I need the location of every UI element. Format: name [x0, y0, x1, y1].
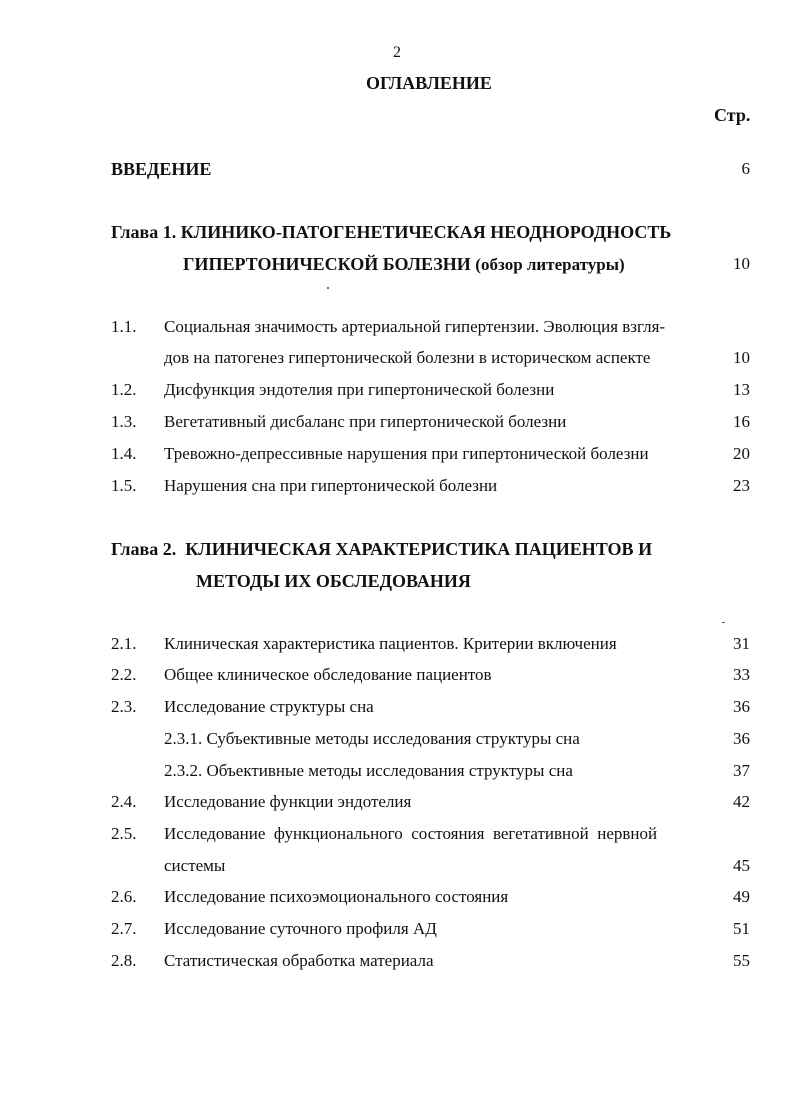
toc-item-page: 10	[733, 348, 750, 367]
toc-item-number: 2.3.	[111, 697, 137, 716]
toc-intro-label[interactable]: ВВЕДЕНИЕ	[111, 159, 212, 179]
toc-item-page: 37	[733, 761, 750, 780]
toc-item-text[interactable]: Дисфункция эндотелия при гипертонической болезни	[164, 380, 555, 399]
chapter2-heading-line1[interactable]: Глава 2. КЛИНИЧЕСКАЯ ХАРАКТЕРИСТИКА ПАЦИЕНТОВ И	[111, 539, 653, 559]
toc-item-page: 16	[733, 412, 750, 431]
toc-item-page: 23	[733, 476, 750, 495]
toc-item-number: 2.6.	[111, 887, 137, 906]
toc-subitem-text[interactable]: 2.3.1. Субъективные методы исследования структуры сна	[164, 729, 580, 748]
page-title: ОГЛАВЛЕНИЕ	[366, 73, 492, 93]
toc-item-number: 1.2.	[111, 380, 137, 399]
chapter1-heading-main: ГИПЕРТОНИЧЕСКОЙ БОЛЕЗНИ	[183, 254, 471, 274]
chapter1-heading-line2[interactable]	[183, 254, 625, 275]
toc-item-text[interactable]: Статистическая обработка материала	[164, 951, 434, 970]
toc-item-text[interactable]: Нарушения сна при гипертонической болезни	[164, 476, 498, 495]
toc-item-page: 36	[733, 697, 750, 716]
toc-item-number: 1.4.	[111, 444, 137, 463]
toc-item-page: 36	[733, 729, 750, 748]
chapter1-heading-line1[interactable]: Глава 1. КЛИНИКО-ПАТОГЕНЕТИЧЕСКАЯ НЕОДНОРОДНОСТЬ	[111, 222, 672, 242]
toc-item-number: 2.4.	[111, 792, 137, 811]
toc-item-page: 55	[733, 951, 750, 970]
toc-item-page: 42	[733, 792, 750, 811]
toc-item-page: 13	[733, 380, 750, 399]
toc-item-text[interactable]: Социальная значимость артериальной гипертензии. Эволюция взгля-	[164, 317, 666, 336]
toc-item-number: 2.7.	[111, 919, 137, 938]
toc-item-page: 49	[733, 887, 750, 906]
toc-item-text[interactable]: Тревожно-депрессивные нарушения при гипертонической болезни	[164, 444, 649, 463]
toc-item-number: 1.3.	[111, 412, 137, 431]
toc-item-page: 51	[733, 919, 750, 938]
toc-item-text[interactable]: Исследование психоэмоционального состояния	[164, 887, 509, 906]
toc-item-page: 33	[733, 665, 750, 684]
chapter2-heading-line2[interactable]: МЕТОДЫ ИХ ОБСЛЕДОВАНИЯ	[196, 571, 471, 591]
toc-item-page: 20	[733, 444, 750, 463]
toc-item-page: 45	[733, 856, 750, 875]
toc-intro-page: 6	[741, 159, 750, 178]
toc-item-text[interactable]: Исследование суточного профиля АД	[164, 919, 437, 938]
toc-item-text-cont[interactable]: дов на патогенез гипертонической болезни в историческом аспекте	[164, 348, 651, 367]
toc-item-text-cont[interactable]: системы	[164, 856, 226, 875]
scan-speck	[327, 287, 329, 289]
chapter1-page: 10	[733, 254, 750, 273]
toc-item-text[interactable]: Исследование структуры сна	[164, 697, 374, 716]
toc-item-number: 2.8.	[111, 951, 137, 970]
page-number: 2	[393, 44, 401, 61]
toc-item-page: 31	[733, 634, 750, 653]
scan-speck	[722, 622, 725, 623]
toc-subitem-text[interactable]: 2.3.2. Объективные методы исследования структуры сна	[164, 761, 573, 780]
page-column-header: Стр.	[714, 105, 751, 125]
toc-item-text[interactable]: Общее клиническое обследование пациентов	[164, 665, 492, 684]
chapter1-heading-note: (обзор литературы)	[475, 255, 625, 274]
toc-item-number: 2.5.	[111, 824, 137, 843]
toc-item-text[interactable]: Исследование функционального состояния вегетативной нервной	[164, 824, 658, 843]
toc-item-text[interactable]: Клиническая характеристика пациентов. Критерии включения	[164, 634, 617, 653]
toc-item-text[interactable]: Исследование функции эндотелия	[164, 792, 412, 811]
toc-item-number: 2.1.	[111, 634, 137, 653]
toc-item-number: 2.2.	[111, 665, 137, 684]
toc-item-text[interactable]: Вегетативный дисбаланс при гипертонической болезни	[164, 412, 567, 431]
toc-item-number: 1.5.	[111, 476, 137, 495]
toc-item-number: 1.1.	[111, 317, 137, 336]
